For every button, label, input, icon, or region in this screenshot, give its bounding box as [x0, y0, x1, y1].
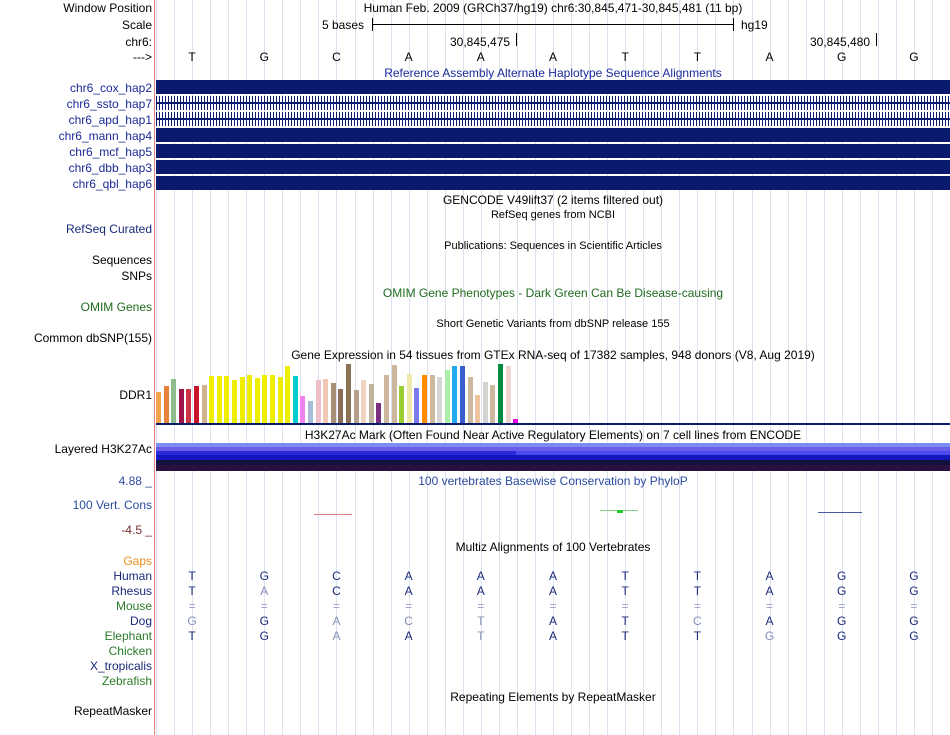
gtex-tissue-bar[interactable]	[209, 376, 214, 424]
species-label[interactable]: X_tropicalis	[89, 659, 152, 673]
haplotype-bar[interactable]	[156, 128, 950, 142]
gtex-tissue-bar[interactable]	[506, 366, 511, 424]
phylop-label[interactable]: 100 Vert. Cons	[72, 498, 152, 512]
reference-base: A	[548, 50, 557, 64]
reference-base: G	[909, 50, 919, 64]
alignment-base: =	[188, 599, 196, 613]
gtex-tissue-bar[interactable]	[384, 375, 389, 424]
alignment-base: =	[405, 599, 413, 613]
alignment-base: T	[693, 629, 702, 643]
alignment-base: T	[188, 584, 196, 598]
alignment-base: G	[837, 584, 847, 598]
haplotype-label[interactable]: chr6_apd_hap1	[68, 113, 152, 127]
alignment-base: G	[187, 614, 197, 628]
h3k27ac-label[interactable]: Layered H3K27Ac	[54, 442, 152, 456]
alignment-base: C	[693, 614, 702, 628]
gtex-tissue-bar[interactable]	[316, 380, 321, 424]
alignment-base: G	[259, 569, 269, 583]
h3k27ac-title: H3K27Ac Mark (Often Found Near Active Regulatory Elements) on 7 cell lines from ENCODE	[304, 428, 802, 442]
alignment-base: T	[621, 569, 629, 583]
alignment-base: T	[188, 569, 196, 583]
gtex-tissue-bar[interactable]	[369, 384, 374, 424]
gtex-tissue-bar[interactable]	[156, 392, 161, 424]
gtex-baseline	[156, 423, 950, 425]
dbsnp-label[interactable]: Common dbSNP(155)	[33, 331, 152, 345]
gtex-tissue-bar[interactable]	[422, 375, 427, 424]
haplotype-bar[interactable]	[156, 112, 950, 126]
species-label[interactable]: Dog	[129, 614, 152, 628]
alignment-base: =	[838, 599, 846, 613]
alignment-base: T	[477, 614, 485, 628]
phylop-positive-mark	[818, 512, 862, 513]
phylop-min-label: -4.5 _	[121, 523, 152, 537]
alignment-base: G	[909, 614, 919, 628]
gtex-tissue-bar[interactable]	[247, 375, 252, 424]
snps-label[interactable]: SNPs	[121, 269, 152, 283]
reference-base: T	[188, 50, 196, 64]
haplotype-bar[interactable]	[156, 80, 950, 94]
gtex-tissue-bar[interactable]	[186, 389, 191, 424]
gtex-tissue-bar[interactable]	[430, 375, 435, 424]
species-label[interactable]: Rhesus	[111, 584, 152, 598]
alignment-base: =	[260, 599, 268, 613]
alignment-base: A	[332, 614, 341, 628]
gtex-title: Gene Expression in 54 tissues from GTEx RNA-seq of 17382 samples, 948 donors (V8, Aug 2019)	[291, 348, 815, 362]
alignment-base: =	[549, 599, 557, 613]
gtex-tissue-bar[interactable]	[498, 364, 503, 424]
alignment-base: A	[548, 614, 557, 628]
repeatmasker-title: Repeating Elements by RepeatMasker	[450, 690, 656, 704]
alignment-base: G	[909, 584, 919, 598]
h3k27ac-track[interactable]	[156, 443, 950, 471]
gtex-tissue-bar[interactable]	[354, 390, 359, 424]
alignment-base: A	[765, 614, 774, 628]
alignment-base: T	[693, 584, 702, 598]
alignment-base: C	[332, 584, 341, 598]
alignment-base: A	[548, 629, 557, 643]
haplotype-bar[interactable]	[156, 144, 950, 158]
species-label[interactable]: Elephant	[104, 629, 152, 643]
alignment-base: T	[621, 614, 629, 628]
species-label[interactable]: Zebrafish	[101, 674, 152, 688]
alignment-base: G	[909, 569, 919, 583]
alignment-base: =	[332, 599, 340, 613]
alignment-base: G	[259, 614, 269, 628]
gtex-tissue-bar[interactable]	[179, 389, 184, 424]
alignment-base: A	[332, 629, 341, 643]
refseq-title: RefSeq genes from NCBI	[490, 209, 616, 221]
gtex-tissue-bar[interactable]	[475, 395, 480, 424]
alignment-base: A	[404, 569, 413, 583]
gtex-tissue-bar[interactable]	[308, 401, 313, 424]
sequences-label[interactable]: Sequences	[91, 253, 152, 267]
gtex-tissue-bar[interactable]	[483, 382, 488, 424]
alignment-base: A	[404, 584, 413, 598]
alignment-base: T	[188, 629, 196, 643]
alignment-base: C	[404, 614, 413, 628]
scale-bar-left-tick	[372, 18, 373, 31]
alignment-base: G	[837, 569, 847, 583]
coord-label-b: 30,845,480	[810, 35, 871, 49]
reference-base: T	[693, 50, 702, 64]
gtex-tissue-bar[interactable]	[399, 386, 404, 424]
alignment-base: G	[837, 629, 847, 643]
gtex-tissue-bar[interactable]	[407, 374, 412, 424]
label-divider	[154, 0, 155, 735]
gtex-tissue-bar[interactable]	[346, 364, 351, 424]
gtex-tissue-bar[interactable]	[278, 377, 283, 424]
gtex-gene-label[interactable]: DDR1	[119, 388, 152, 402]
alignment-base: A	[548, 569, 557, 583]
gtex-tissue-bar[interactable]	[452, 366, 457, 424]
gtex-tissue-bar[interactable]	[240, 377, 245, 424]
chrom-label: chr6:	[125, 35, 152, 49]
dbsnp-title: Short Genetic Variants from dbSNP release 155	[436, 318, 670, 330]
gtex-tissue-bar[interactable]	[361, 380, 366, 424]
gtex-tissue-bar[interactable]	[293, 376, 298, 424]
gtex-tissue-bar[interactable]	[171, 379, 176, 424]
haplotype-label[interactable]: chr6_mann_hap4	[58, 129, 152, 143]
alignment-base: G	[259, 629, 269, 643]
gtex-tissue-bar[interactable]	[392, 365, 397, 424]
gtex-tissue-bar[interactable]	[445, 370, 450, 424]
alignment-base: =	[621, 599, 629, 613]
haplotype-bar[interactable]	[156, 160, 950, 174]
scale-bar-right-tick	[733, 18, 734, 31]
omim-title: OMIM Gene Phenotypes - Dark Green Can Be Disease-causing	[382, 286, 724, 300]
gtex-tissue-bar[interactable]	[414, 388, 419, 424]
haplotype-label[interactable]: chr6_dbb_hap3	[68, 161, 152, 175]
gtex-tissue-bar[interactable]	[217, 376, 222, 424]
gtex-tissue-bar[interactable]	[194, 386, 199, 424]
scale-db: hg19	[741, 18, 768, 32]
gtex-tissue-bar[interactable]	[285, 366, 290, 424]
gtex-tissue-bar[interactable]	[460, 366, 465, 424]
gencode-title: GENCODE V49lift37 (2 items filtered out)	[442, 193, 664, 207]
gtex-tissue-bar[interactable]	[300, 396, 305, 424]
alignment-base: A	[476, 569, 485, 583]
reference-base: G	[259, 50, 269, 64]
alignment-base: A	[260, 584, 269, 598]
gtex-tissue-bar[interactable]	[437, 377, 442, 424]
gtex-tissue-bar[interactable]	[490, 385, 495, 424]
gtex-tissue-bar[interactable]	[232, 380, 237, 424]
alignment-base: A	[765, 569, 774, 583]
phylop-peak-mark	[617, 510, 623, 513]
gaps-label[interactable]: Gaps	[123, 554, 152, 568]
haplotype-label[interactable]: chr6_mcf_hap5	[69, 145, 152, 159]
gtex-tissue-bar[interactable]	[376, 403, 381, 424]
publications-title: Publications: Sequences in Scientific Articles	[444, 240, 662, 252]
alignment-base: T	[477, 629, 485, 643]
species-label[interactable]: Human	[113, 569, 152, 583]
gtex-tissue-bar[interactable]	[338, 389, 343, 424]
reference-base: A	[476, 50, 485, 64]
alignment-base: A	[404, 629, 413, 643]
phylop-negative-mark	[314, 514, 352, 515]
alignment-base: =	[693, 599, 701, 613]
alignment-base: A	[548, 584, 557, 598]
gtex-tissue-bar[interactable]	[270, 375, 275, 424]
gtex-tissue-bar[interactable]	[255, 378, 260, 424]
gtex-tissue-bar[interactable]	[262, 375, 267, 424]
species-label[interactable]: Mouse	[115, 599, 152, 613]
coord-tick-a	[516, 33, 517, 46]
alignment-base: C	[332, 569, 341, 583]
alignment-base: A	[476, 584, 485, 598]
scale-bar	[372, 24, 734, 25]
alignment-base: =	[766, 599, 774, 613]
haplotype-label[interactable]: chr6_cox_hap2	[69, 81, 152, 95]
reference-base: A	[404, 50, 413, 64]
strand-label: --->	[133, 50, 152, 64]
reference-base: A	[765, 50, 774, 64]
haplotype-label[interactable]: chr6_qbl_hap6	[72, 177, 152, 191]
alignment-base: G	[909, 629, 919, 643]
omim-label[interactable]: OMIM Genes	[80, 300, 152, 314]
reference-base: T	[621, 50, 629, 64]
alignment-base: A	[765, 584, 774, 598]
coord-tick-b	[876, 33, 877, 46]
alignment-base: T	[693, 569, 702, 583]
phylop-title: 100 vertebrates Basewise Conservation by PhyloP	[418, 474, 688, 488]
alignment-base: T	[621, 584, 629, 598]
gtex-tissue-bar[interactable]	[202, 385, 207, 424]
multiz-title: Multiz Alignments of 100 Vertebrates	[455, 540, 651, 554]
window-position-text[interactable]: Human Feb. 2009 (GRCh37/hg19) chr6:30,845,471-30,845,481 (11 bp)	[363, 1, 743, 15]
alignment-base: =	[910, 599, 918, 613]
scale-value: 5 bases	[322, 18, 365, 32]
alignment-base: G	[837, 614, 847, 628]
phylop-max-label: 4.88 _	[118, 474, 152, 488]
species-label[interactable]: Chicken	[108, 644, 152, 658]
h3k27ac-layer	[156, 465, 950, 471]
scale-label: Scale	[121, 18, 152, 32]
alignment-base: T	[621, 629, 629, 643]
gtex-tissue-bar[interactable]	[468, 377, 473, 424]
alignment-base: =	[477, 599, 485, 613]
reference-base: C	[332, 50, 341, 64]
alignment-base: G	[764, 629, 775, 643]
repeatmasker-label[interactable]: RepeatMasker	[73, 704, 152, 718]
refseq-label[interactable]: RefSeq Curated	[65, 222, 152, 236]
haplotype-bar[interactable]	[156, 176, 950, 190]
alt-haplotypes-title: Reference Assembly Alternate Haplotype Sequence Alignments	[384, 66, 722, 80]
gtex-bar-chart[interactable]	[156, 362, 950, 424]
gtex-tissue-bar[interactable]	[164, 386, 169, 424]
coord-label-a: 30,845,475	[450, 35, 511, 49]
gtex-tissue-bar[interactable]	[331, 383, 336, 424]
reference-base: G	[837, 50, 847, 64]
gtex-tissue-bar[interactable]	[323, 379, 328, 424]
haplotype-label[interactable]: chr6_ssto_hap7	[66, 97, 152, 111]
window-position-label: Window Position	[63, 1, 152, 15]
gtex-tissue-bar[interactable]	[224, 376, 229, 424]
haplotype-bar[interactable]	[156, 96, 950, 110]
